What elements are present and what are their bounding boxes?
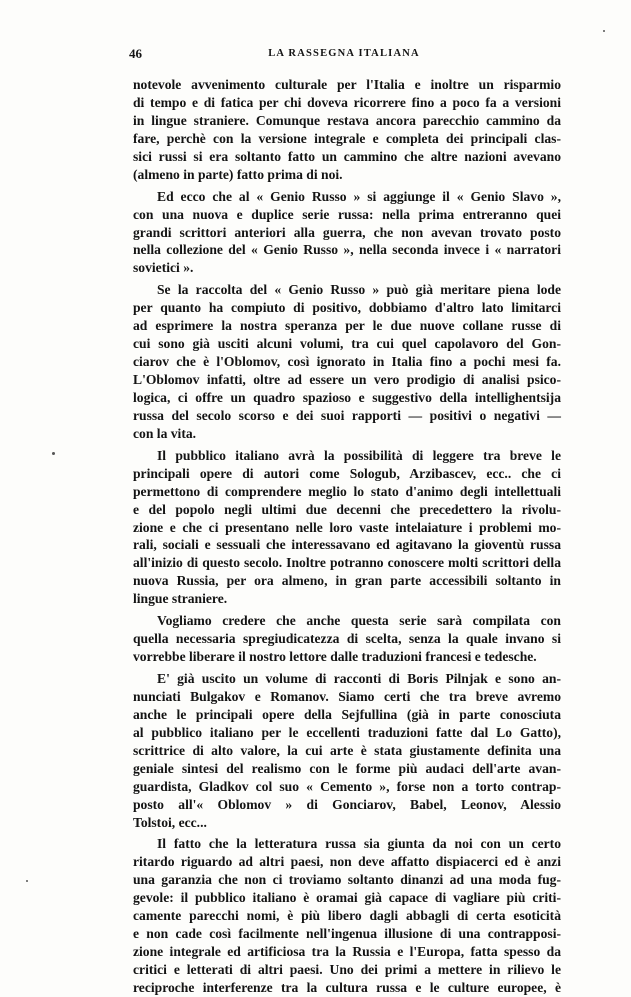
- paragraph: [133, 188, 561, 278]
- text-line: russa del secolo scorso e dei suoi rapporti — positivi o negativi —: [133, 407, 561, 423]
- paper-speck: [52, 452, 55, 455]
- paragraph: [133, 76, 561, 184]
- paragraph: [133, 612, 561, 666]
- text-line: critici e letterati di altri paesi. Uno dei primi a mettere in rilievo le: [133, 962, 561, 977]
- text-line: lingue straniere.: [133, 591, 228, 607]
- page-header: [129, 46, 559, 64]
- text-line: zione integrale ed artificiosa tra la Russia e l'Europa, fatta spesso da: [133, 944, 561, 960]
- text-line: geniale sintesi del realismo con le forme più audaci dell'arte avan-: [133, 760, 561, 776]
- text-line: e del popolo negli ultimi due decenni che precedettero la rivolu-: [133, 501, 561, 517]
- text-line: ritardo riguardo ad altri paesi, non deve affatto dispiacerci ed è anzi: [133, 854, 561, 870]
- text-line: Vogliamo credere che anche questa serie sarà compilata con: [157, 613, 561, 629]
- text-line: all'inizio di questo secolo. Inoltre potranno conoscere molti scrittori della: [133, 555, 561, 571]
- text-line: Il pubblico italiano avrà la possibilità di leggere tra breve le: [157, 447, 561, 463]
- text-line: principali opere di autori come Sologub, Arzibascev, ecc.. che ci: [133, 465, 561, 481]
- text-line: posto all'« Oblomov » di Gonciarov, Babel, Leonov, Alessio: [133, 796, 561, 812]
- paragraph: [133, 281, 561, 442]
- text-line: con una nuova e duplice serie russa: nella prima entreranno quei: [133, 206, 561, 222]
- text-line: anche le principali opere della Sejfullina (già in parte conosciuta: [133, 706, 561, 722]
- text-line: cui sono già usciti alcuni volumi, tra cui quel capolavoro del Gon-: [133, 336, 561, 352]
- text-line: Ed ecco che al « Genio Russo » si aggiunge il « Genio Slavo »,: [157, 188, 561, 204]
- text-line: sici russi si era soltanto fatto un cammino che altre nazioni avevano: [133, 148, 561, 164]
- text-line: ad esprimere la nostra speranza per le due nuove collane russe di: [133, 318, 561, 334]
- text-line: Se la raccolta del « Genio Russo » può già meritare piena lode: [157, 282, 561, 298]
- paper-speck: [603, 30, 605, 32]
- text-line: ciarov che è l'Oblomov, così ignorato in Italia fino a pochi mesi fa.: [133, 354, 561, 370]
- text-line: E' già uscito un volume di racconti di Boris Pilnjak e sono an-: [157, 671, 561, 686]
- paragraph: [133, 835, 561, 996]
- text-line: reciproche interferenze tra la cultura russa e le culture europee, è: [133, 979, 561, 995]
- text-line: fare, perchè con la versione integrale e completa dei principali clas-: [133, 130, 561, 146]
- text-line: per quanto ha compiuto di positivo, dobbiamo d'altro lato limitarci: [133, 300, 561, 316]
- text-line: e non cade così facilmente nell'ingenua illusione di una contrapposi-: [133, 926, 561, 942]
- text-line: una garanzia che non ci troviamo soltanto dinanzi ad una moda fug-: [133, 872, 561, 888]
- text-line: guardista, Gladkov col suo « Cemento », forse non a torto contrap-: [133, 778, 561, 794]
- text-line: di tempo e di fatica per chi doveva ricorrere fino a poco fa a versioni: [133, 94, 561, 110]
- text-line: camente parecchi nomi, è più libero dagli abbagli di certa esoticità: [133, 908, 561, 924]
- page-number: 46: [129, 46, 142, 61]
- text-line: rali, sociali e sessuali che interessavano ed agitavano la gioventù russa: [133, 537, 561, 553]
- text-line: nuova Russia, per ora almeno, in gran parte accessibili soltanto in: [133, 573, 561, 589]
- paragraph: [133, 447, 561, 608]
- paper-speck: [26, 880, 28, 882]
- body-text: [133, 76, 561, 997]
- text-line: nunciati Bulgakov e Romanov. Siamo certi che tra breve avremo: [133, 688, 561, 704]
- text-line: al pubblico italiano per le eccellenti traduzioni fatte dal Lo Gatto),: [133, 724, 561, 740]
- text-line: sovietici ».: [133, 260, 194, 276]
- text-line: grandi scrittori anteriori alla guerra, che non avevan trovato posto: [133, 224, 561, 240]
- text-line: zione e che ci presentano nelle loro vaste intelaiature i problemi mo-: [133, 519, 561, 535]
- text-line: permettono di comprendere meglio lo stato d'animo degli intellettuali: [133, 483, 561, 499]
- running-title: LA RASSEGNA ITALIANA: [268, 48, 420, 59]
- text-line: quella necessaria spregiudicatezza di scelta, senza la quale invano si: [133, 631, 561, 647]
- text-line: in lingue straniere. Comunque restava ancora parecchio cammino da: [133, 112, 561, 128]
- text-line: scrittrice di alto valore, la cui arte è stata giustamente definita una: [133, 742, 561, 758]
- text-line: con la vita.: [133, 425, 197, 441]
- text-line: logica, ci offre un quadro spazioso e suggestivo della intellighentsija: [133, 389, 561, 405]
- text-line: notevole avvenimento culturale per l'Italia e inoltre un risparmio: [133, 77, 561, 92]
- text-line: vorrebbe liberare il nostro lettore dalle traduzioni francesi e tedesche.: [133, 649, 537, 665]
- text-line: Il fatto che la letteratura russa sia giunta da noi con un certo: [157, 836, 561, 852]
- paragraph: [133, 670, 561, 831]
- text-line: L'Oblomov infatti, oltre ad essere un vero prodigio di analisi psico-: [133, 372, 561, 387]
- text-line: Tolstoi, ecc...: [133, 814, 207, 830]
- text-line: (almeno in parte) fatto prima di noi.: [133, 166, 343, 182]
- text-line: gevole: il pubblico italiano è oramai già capace di vagliare più criti-: [133, 890, 561, 906]
- text-line: nella collezione del « Genio Russo », nella seconda invece i « narratori: [133, 242, 561, 258]
